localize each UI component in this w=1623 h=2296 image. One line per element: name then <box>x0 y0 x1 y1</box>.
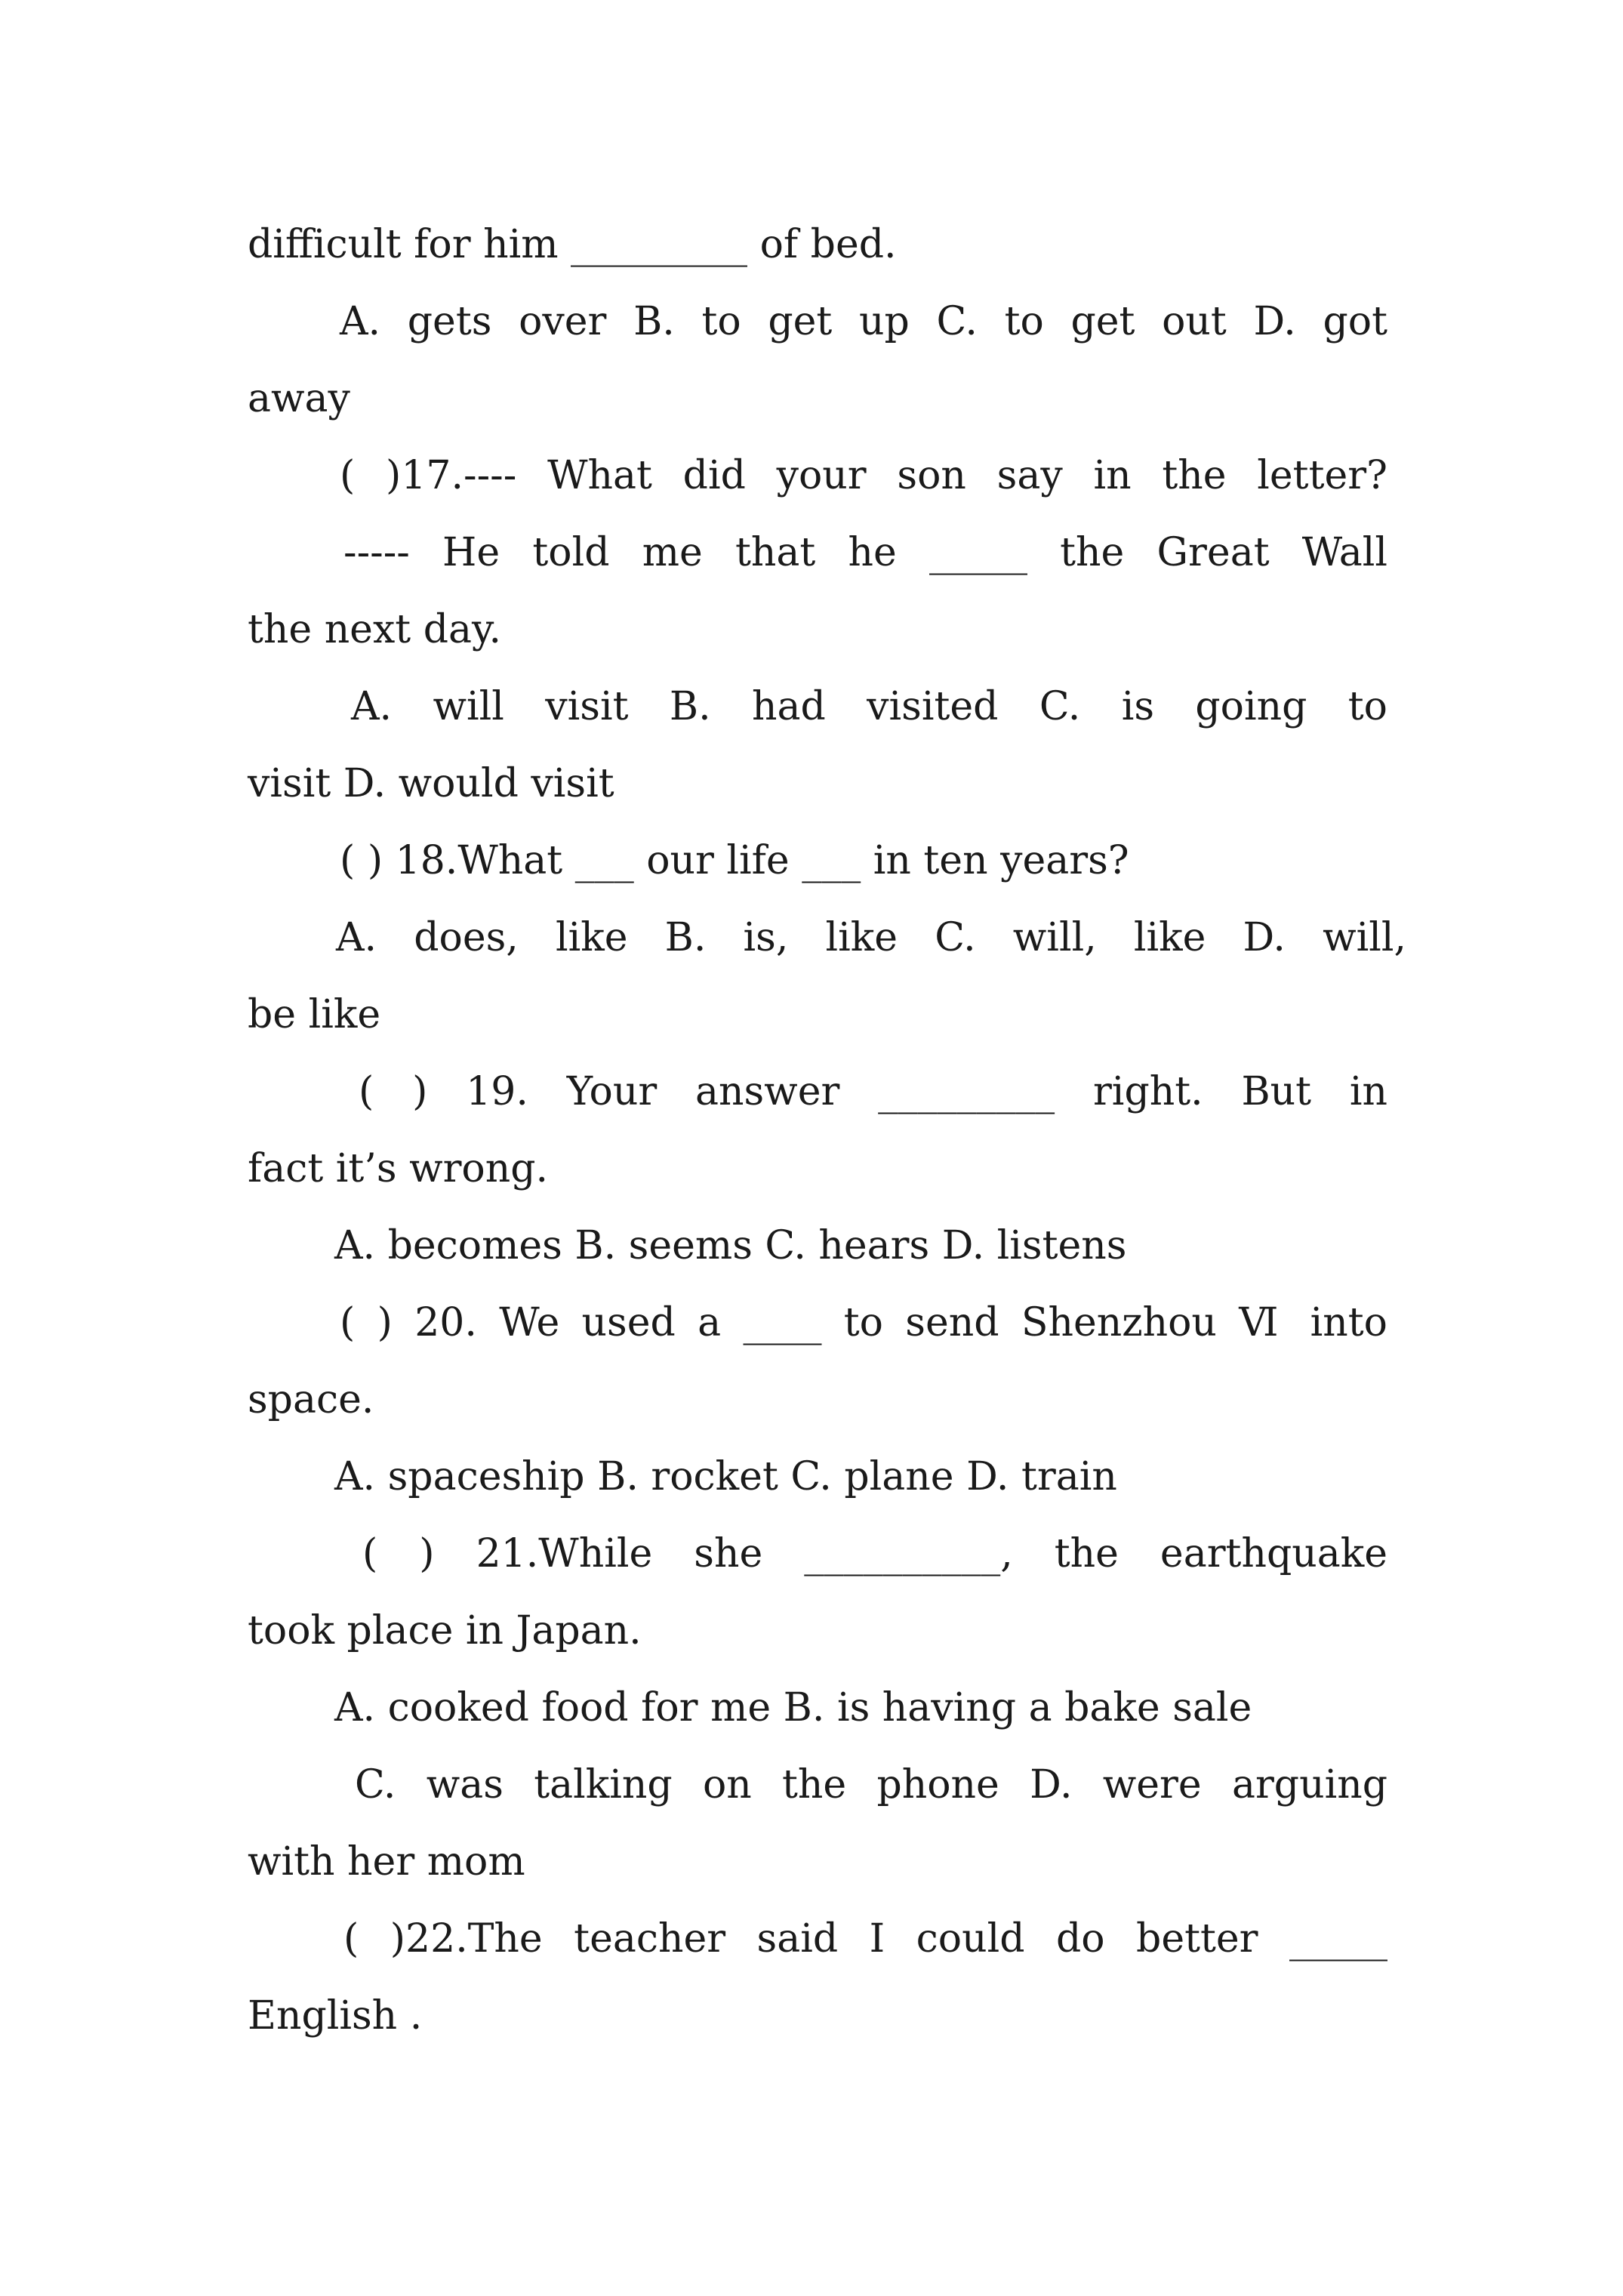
text-line: A. does, like B. is, like C. will, like D. will, <box>336 915 1406 960</box>
text-line: difficult for him _________ of bed. <box>248 222 897 267</box>
text-line: A. spaceship B. rocket C. plane D. train <box>334 1454 1117 1499</box>
text-line: ----- He told me that he _____ the Great Wall <box>343 530 1387 575</box>
text-line: space. <box>248 1377 374 1422</box>
question-21: ( ) 21.While she __________, the earthquake <box>362 1531 1387 1576</box>
text-line: A. cooked food for me B. is having a bake sale <box>334 1685 1252 1730</box>
text-line: A. will visit B. had visited C. is going to <box>351 684 1387 729</box>
question-18: ( ) 18.What ___ our life ___ in ten years? <box>340 838 1129 883</box>
text-line: English . <box>248 1993 423 2039</box>
text-line: A. gets over B. to get up C. to get out D. got <box>340 299 1387 344</box>
text-line: with her mom <box>248 1839 525 1885</box>
text-line: the next day. <box>248 607 501 652</box>
text-line: took place in Japan. <box>248 1608 642 1653</box>
text-line: C. was talking on the phone D. were arguing <box>355 1762 1387 1808</box>
text-line: be like <box>248 992 381 1037</box>
text-line: away <box>248 376 350 421</box>
question-19: ( ) 19. Your answer _________ right. But in <box>359 1069 1387 1114</box>
text-line: fact it’s wrong. <box>248 1146 549 1191</box>
question-17: ( )17.---- What did your son say in the letter? <box>340 453 1387 498</box>
text-line: A. becomes B. seems C. hears D. listens <box>334 1223 1127 1268</box>
text-line: visit D. would visit <box>248 761 614 806</box>
question-22: ( )22.The teacher said I could do better _____ <box>343 1916 1387 1962</box>
question-20: ( ) 20. We used a ____ to send Shenzhou Ⅵ into <box>340 1300 1387 1345</box>
